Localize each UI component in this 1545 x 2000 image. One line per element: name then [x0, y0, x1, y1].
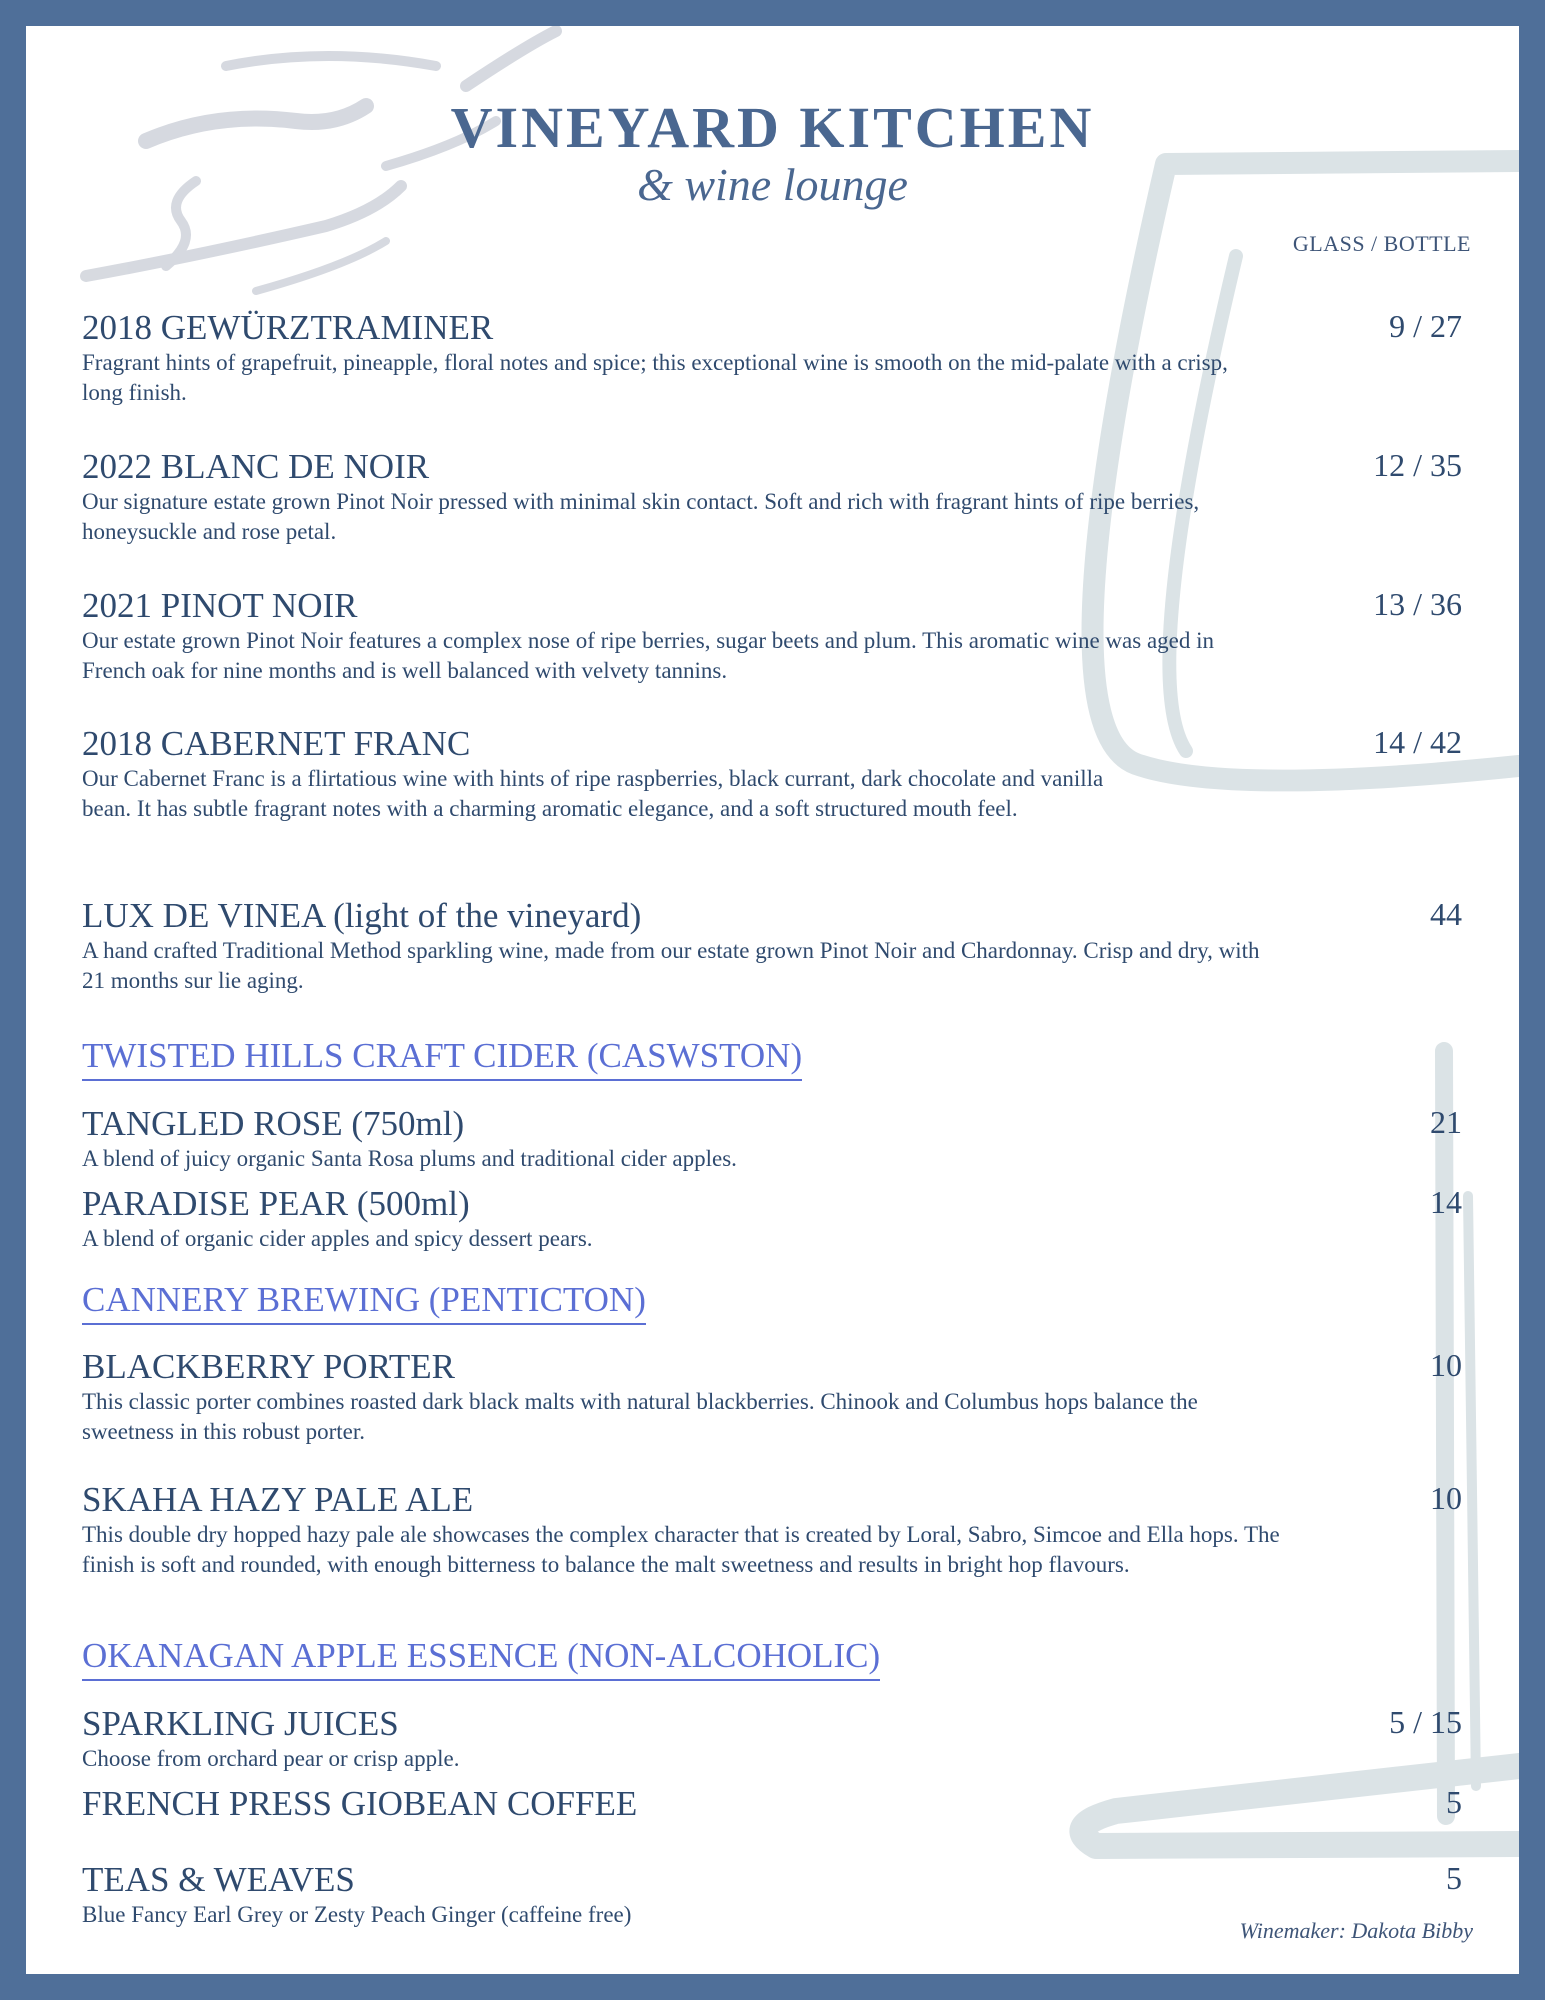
item-price: 14 [1430, 1184, 1462, 1220]
section-heading-cider: TWISTED HILLS CRAFT CIDER (CASWSTON) [82, 1038, 802, 1081]
item-price: 10 [1430, 1347, 1462, 1383]
item-price: 5 [1446, 1860, 1462, 1896]
item-name: TEAS & WEAVES [82, 1860, 355, 1899]
item-price: 5 [1446, 1784, 1462, 1820]
restaurant-subtitle: & wine lounge [637, 159, 908, 210]
item-description: Our estate grown Pinot Noir features a complex nose of ripe berries, sugar beets and plum. This aromatic wine was aged in French oak for nine months and is well balanced with velvety tannins. [82, 628, 1214, 683]
item-price: 14 / 42 [1373, 724, 1462, 760]
price-column-header: GLASS / BOTTLE [1292, 231, 1471, 256]
item-description: A hand crafted Traditional Method sparkling wine, made from our estate grown Pinot Noir and Chardonnay. Crisp and dry, with 21 months sur lie aging. [82, 938, 1260, 993]
item-description: A blend of juicy organic Santa Rosa plums and traditional cider apples. [82, 1146, 737, 1171]
item-name: SKAHA HAZY PALE ALE [82, 1480, 474, 1519]
item-price: 10 [1430, 1480, 1462, 1516]
item-name: 2018 CABERNET FRANC [82, 724, 471, 763]
item-name: TANGLED ROSE (750ml) [82, 1104, 465, 1143]
winemaker-credit: Winemaker: Dakota Bibby [1239, 1918, 1473, 1943]
section-heading-non-alcoholic: OKANAGAN APPLE ESSENCE (NON-ALCOHOLIC) [82, 1638, 880, 1681]
item-description: Our Cabernet Franc is a flirtatious wine with hints of ripe raspberries, black currant, dark chocolate and vanilla bean. It has subtle fragrant notes with a charming aromatic elegance, and a soft structured mouth feel. [82, 766, 1104, 821]
item-price: 5 / 15 [1389, 1704, 1462, 1740]
item-name: 2018 GEWÜRZTRAMINER [82, 308, 494, 347]
item-name: 2022 BLANC DE NOIR [82, 447, 430, 486]
item-price: 13 / 36 [1373, 586, 1462, 622]
item-name: 2021 PINOT NOIR [82, 586, 358, 625]
restaurant-title: VINEYARD KITCHEN [450, 95, 1095, 160]
item-price: 9 / 27 [1389, 308, 1462, 344]
item-description: A blend of organic cider apples and spicy dessert pears. [82, 1226, 593, 1251]
section-heading-beer: CANNERY BREWING (PENTICTON) [82, 1282, 646, 1325]
item-description: Our signature estate grown Pinot Noir pressed with minimal skin contact. Soft and rich with fragrant hints of ripe berries, honeysuckle and rose petal. [82, 489, 1200, 544]
menu-page [26, 26, 1519, 1974]
item-description: This classic porter combines roasted dark black malts with natural blackberries. Chinook and Columbus hops balance the sweetness in this robust porter. [82, 1389, 1198, 1444]
item-name: PARADISE PEAR (500ml) [82, 1184, 470, 1223]
item-price: 21 [1430, 1104, 1462, 1140]
item-price: 12 / 35 [1373, 447, 1462, 483]
item-price: 44 [1430, 896, 1462, 932]
item-description: Choose from orchard pear or crisp apple. [82, 1746, 460, 1771]
item-description: Blue Fancy Earl Grey or Zesty Peach Ginger (caffeine free) [82, 1902, 632, 1927]
item-description: This double dry hopped hazy pale ale showcases the complex character that is created by Loral, Sabro, Simcoe and Ella hops. The finish is soft and rounded, with enough bitterness to balance the malt sweetness and results in bright hop flavours. [82, 1522, 1280, 1577]
item-description: Fragrant hints of grapefruit, pineapple, floral notes and spice; this exceptional wine is smooth on the mid-palate with a crisp, long finish. [82, 350, 1228, 405]
item-name: SPARKLING JUICES [82, 1704, 399, 1743]
item-name: FRENCH PRESS GIOBEAN COFFEE [82, 1784, 638, 1823]
item-name: LUX DE VINEA (light of the vineyard) [82, 896, 642, 935]
item-name: BLACKBERRY PORTER [82, 1347, 455, 1386]
